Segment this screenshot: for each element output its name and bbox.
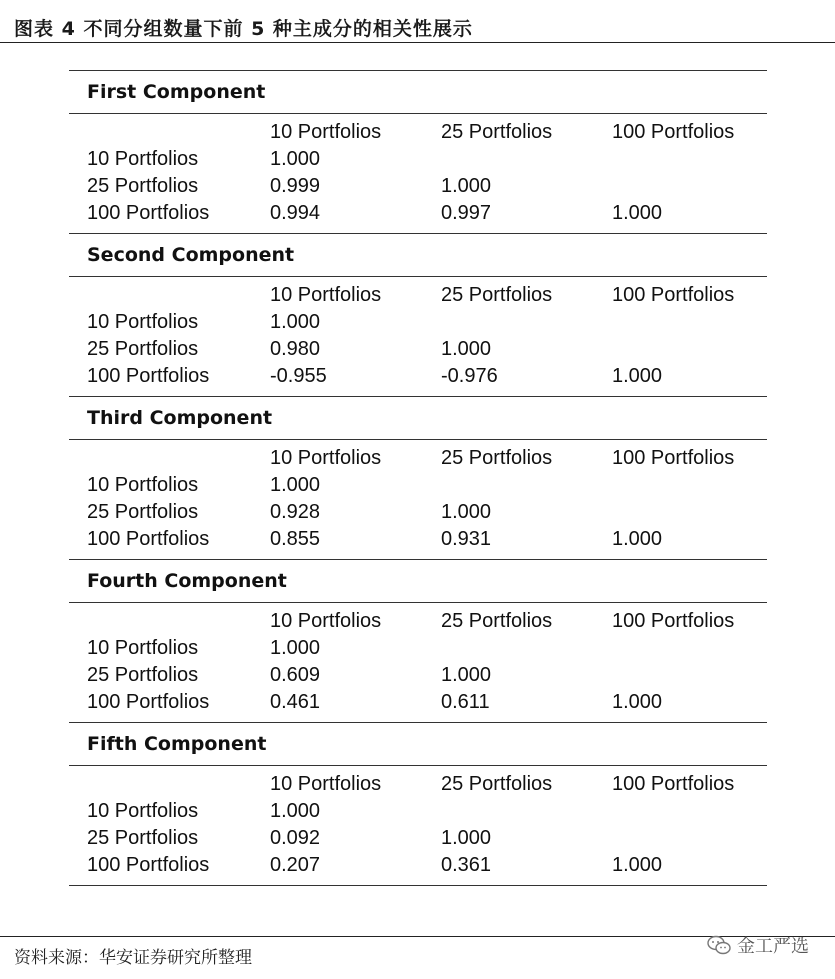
component-block: [69, 603, 767, 722]
correlation-cell: 0.855: [270, 528, 321, 550]
table-row: [69, 309, 767, 336]
correlation-cell: 0.609: [270, 664, 321, 686]
correlation-cell: 0.994: [270, 202, 321, 224]
correlation-cell: 1.000: [441, 501, 492, 523]
column-header: 100 Portfolios: [612, 284, 735, 306]
table-row: [69, 499, 767, 526]
correlation-cell: -0.976: [441, 365, 498, 387]
column-header: 10 Portfolios: [270, 610, 382, 632]
correlation-cell: 1.000: [441, 338, 492, 360]
table-row: [69, 173, 767, 200]
row-label: 10 Portfolios: [87, 474, 199, 496]
watermark: [707, 932, 809, 958]
component-title: First Component: [87, 81, 266, 103]
table-row: [69, 200, 767, 227]
column-header: 25 Portfolios: [441, 284, 553, 306]
table-rule: [69, 885, 767, 886]
correlation-cell: 1.000: [612, 528, 663, 550]
correlation-cell: 1.000: [270, 311, 321, 333]
table-row: [69, 363, 767, 390]
header-row: [69, 282, 767, 309]
correlation-cell: 1.000: [441, 175, 492, 197]
header-row: [69, 771, 767, 798]
row-label: 25 Portfolios: [87, 664, 199, 686]
correlation-cell: 1.000: [612, 691, 663, 713]
figure-title: 图表 4 不同分组数量下前 5 种主成分的相关性展示: [14, 18, 473, 40]
table-row: [69, 336, 767, 363]
correlation-cell: 0.092: [270, 827, 321, 849]
table-row: [69, 798, 767, 825]
table-row: [69, 689, 767, 716]
component-title: Third Component: [87, 407, 273, 429]
correlation-cell: 0.928: [270, 501, 321, 523]
correlation-cell: 1.000: [270, 800, 321, 822]
correlation-cell: 0.207: [270, 854, 321, 876]
table-row: [69, 852, 767, 879]
table-row: [69, 825, 767, 852]
row-label: 10 Portfolios: [87, 800, 199, 822]
source-note: 资料来源：华安证券研究所整理: [14, 948, 252, 968]
watermark-text: 金工严选: [737, 936, 809, 957]
correlation-cell: 0.611: [441, 691, 490, 713]
table-row: [69, 472, 767, 499]
table-row: [69, 662, 767, 689]
column-header: 10 Portfolios: [270, 447, 382, 469]
correlation-cell: 1.000: [612, 854, 663, 876]
component-title: Second Component: [87, 244, 295, 266]
component-block: [69, 114, 767, 233]
row-label: 100 Portfolios: [87, 528, 210, 550]
component-title: Fourth Component: [87, 570, 287, 592]
table-row: [69, 635, 767, 662]
column-header: 100 Portfolios: [612, 610, 735, 632]
correlation-cell: 0.999: [270, 175, 321, 197]
correlation-cell: -0.955: [270, 365, 327, 387]
top-rule: [0, 42, 835, 43]
header-row: [69, 119, 767, 146]
correlation-table: [69, 70, 767, 886]
component-title: Fifth Component: [87, 733, 267, 755]
row-label: 100 Portfolios: [87, 691, 210, 713]
column-header: 25 Portfolios: [441, 610, 553, 632]
row-label: 25 Portfolios: [87, 338, 199, 360]
table-row: [69, 146, 767, 173]
wechat-icon: [707, 935, 731, 955]
component-block: [69, 277, 767, 396]
row-label: 10 Portfolios: [87, 311, 199, 333]
row-label: 100 Portfolios: [87, 202, 210, 224]
row-label: 25 Portfolios: [87, 501, 199, 523]
column-header: 25 Portfolios: [441, 121, 553, 143]
correlation-cell: 0.361: [441, 854, 492, 876]
column-header: 100 Portfolios: [612, 773, 735, 795]
correlation-cell: 0.997: [441, 202, 492, 224]
correlation-cell: 1.000: [441, 664, 492, 686]
correlation-cell: 1.000: [270, 474, 321, 496]
correlation-cell: 1.000: [612, 365, 663, 387]
component-block: [69, 766, 767, 885]
correlation-cell: 1.000: [612, 202, 663, 224]
column-header: 25 Portfolios: [441, 447, 553, 469]
row-label: 10 Portfolios: [87, 148, 199, 170]
correlation-cell: 1.000: [441, 827, 492, 849]
correlation-cell: 1.000: [270, 637, 321, 659]
row-label: 25 Portfolios: [87, 827, 199, 849]
correlation-cell: 0.931: [441, 528, 492, 550]
component-block: [69, 440, 767, 559]
header-row: [69, 445, 767, 472]
column-header: 10 Portfolios: [270, 284, 382, 306]
header-row: [69, 608, 767, 635]
correlation-cell: 0.461: [270, 691, 321, 713]
row-label: 100 Portfolios: [87, 854, 210, 876]
row-label: 10 Portfolios: [87, 637, 199, 659]
row-label: 100 Portfolios: [87, 365, 210, 387]
column-header: 100 Portfolios: [612, 121, 735, 143]
row-label: 25 Portfolios: [87, 175, 199, 197]
column-header: 10 Portfolios: [270, 773, 382, 795]
column-header: 25 Portfolios: [441, 773, 553, 795]
column-header: 10 Portfolios: [270, 121, 382, 143]
table-row: [69, 526, 767, 553]
correlation-cell: 0.980: [270, 338, 321, 360]
column-header: 100 Portfolios: [612, 447, 735, 469]
correlation-cell: 1.000: [270, 148, 321, 170]
